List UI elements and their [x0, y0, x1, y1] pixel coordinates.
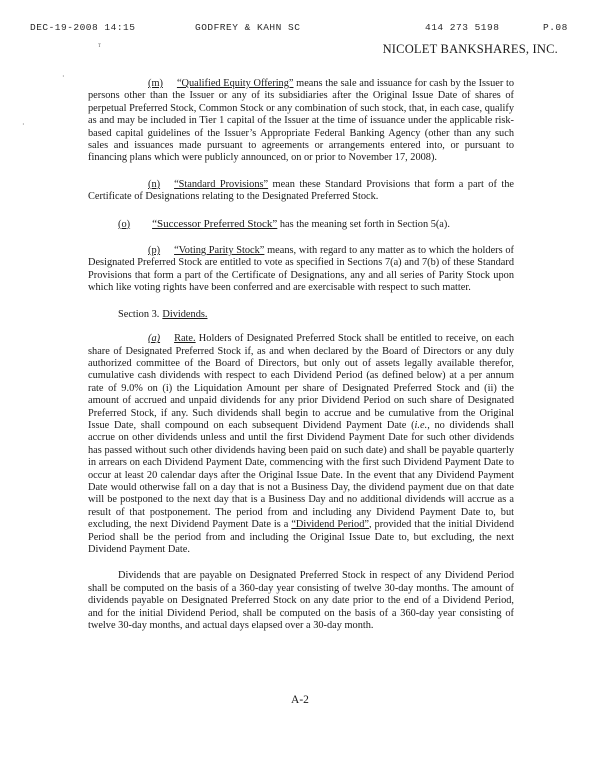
fax-phone-number: 414 273 5198	[425, 22, 500, 33]
scan-speck-mark: ᵀ	[98, 42, 101, 51]
scan-speck-mark: ·	[62, 72, 65, 81]
fax-sender: GODFREY & KAHN SC	[195, 22, 301, 33]
defined-term: “Successor Preferred Stock”	[152, 217, 278, 230]
definition-voting-parity-stock	[88, 245, 514, 295]
definition-text: mean these Standard Provisions that form a part of the Certificate of Designations relating to the Designated Preferred Stock.	[88, 178, 514, 203]
definition-text: means the sale and issuance for cash by the Issuer to persons other than the Issuer or any of its subsidiaries after the Original Issue Date of shares of perpetual Preferred Stock, Common Stock or any combination of such stock, that, in each case, qualify as and may be included in Tier 1 capital of the Issuer at the time of issuance under the applicable risk-based capital guidelines of the Issuer’s Appropriate Federal Banking Agency (other than any such sales and issuances made pursuant to agreements or arrangements entered into, or pursuant to financing plans which were publicly announced, on or prior to November 17, 2008).	[88, 78, 514, 164]
definition-standard-provisions	[88, 179, 514, 204]
dividend-computation-paragraph: Dividends that are payable on Designated Preferred Stock in respect of any Dividend Period shall be computed on the basis of a 360-day year consisting of twelve 30-day months. The amount of dividends payable on Designated Preferred Stock on any date prior to the end of a Dividend Period, and for the initial Dividend Period, shall be computed on the basis of a 360-day year consisting of twelve 30-day months, and actual days elapsed over a 30-day month.	[88, 570, 514, 632]
definition-text: means, with regard to any matter as to which the holders of Designated Preferred Stock are entitled to vote as specified in Sections 7(a) and 7(b) of these Standard Provisions that form a part of the Certificate of Designations, any and all series of Parity Stock upon which like voting rights have been conferred and are exercisable with respect to such matter.	[88, 245, 514, 294]
defined-term: “Qualified Equity Offering”	[176, 78, 294, 89]
defined-term: “Dividend Period”	[291, 519, 369, 531]
rate-text-part-3: , provided that the initial Dividend Period shall be the period from and including the Original Issue Date to, but excluding, the next Dividend Payment Date.	[88, 519, 515, 555]
defined-term: “Voting Parity Stock”	[174, 245, 265, 257]
paragraph-label: (a)	[148, 333, 161, 345]
company-name: NICOLET BANKSHARES, INC.	[382, 42, 558, 56]
subsection-title: Rate.	[174, 333, 196, 345]
scan-speck-mark: ·	[22, 120, 25, 129]
paragraph-label: (m)	[148, 78, 163, 89]
definition-qualified-equity-offering	[88, 78, 514, 165]
definition-successor-preferred-stock	[118, 218, 514, 231]
page-number: A-2	[291, 694, 309, 706]
section-heading-dividends	[118, 309, 514, 321]
rate-text-part-1: Holders of Designated Preferred Stock shall be entitled to receive, on each share of Designated Preferred Stock if, as and when declared by the Board of Directors or any duly authorized committee of the Board of Directors, but only out of assets legally available therefor, cumulative cash dividends with respect to each Dividend Period (as defined below) at a per annum rate of 9.0% on (i) the Liquidation Amount per share of Designated Preferred Stock and (ii) the amount of accrued and unpaid dividends for any prior Dividend Period on such share of Designated Preferred Stock, if any. Such dividends shall begin to accrue and be cumulative from the Original Issue Date, shall compound on each subsequent Dividend Payment Date (	[88, 333, 514, 431]
section-title: Dividends.	[162, 308, 208, 320]
section-number: Section 3.	[118, 308, 160, 320]
defined-term: “Standard Provisions”	[174, 178, 269, 190]
fax-transmission-header	[30, 22, 575, 36]
fax-date-time: DEC-19-2008 14:15	[30, 22, 136, 33]
paragraph-label: (n)	[148, 178, 161, 190]
rate-text-part-2: , no dividends shall accrue on other dividends unless and until the first Dividend Payment Date for such other dividends has passed without such other dividends having been paid on such date) and shall be payable quarterly in arrears on each Dividend Payment Date, commencing with the first such Dividend Payment Date to occur at least 20 calendar days after the Original Issue Date. In the event that any Dividend Payment Date would otherwise fall on a day that is not a Business Day, the dividend payment due on that date will be postponed to the next day that is a Business Day and no additional dividends will accrue as a result of that postponement. The period from and including any Dividend Payment Date to, but excluding, the next Dividend Payment Date is a	[88, 419, 514, 531]
dividend-rate-paragraph	[88, 333, 514, 556]
ie-abbreviation: i.e.	[414, 419, 428, 431]
document-body	[88, 78, 514, 646]
paragraph-label: (o)	[118, 218, 131, 230]
fax-page-number: P.08	[543, 22, 568, 33]
paragraph-label: (p)	[148, 245, 161, 257]
definition-text: has the meaning set forth in Section 5(a).	[277, 218, 450, 230]
